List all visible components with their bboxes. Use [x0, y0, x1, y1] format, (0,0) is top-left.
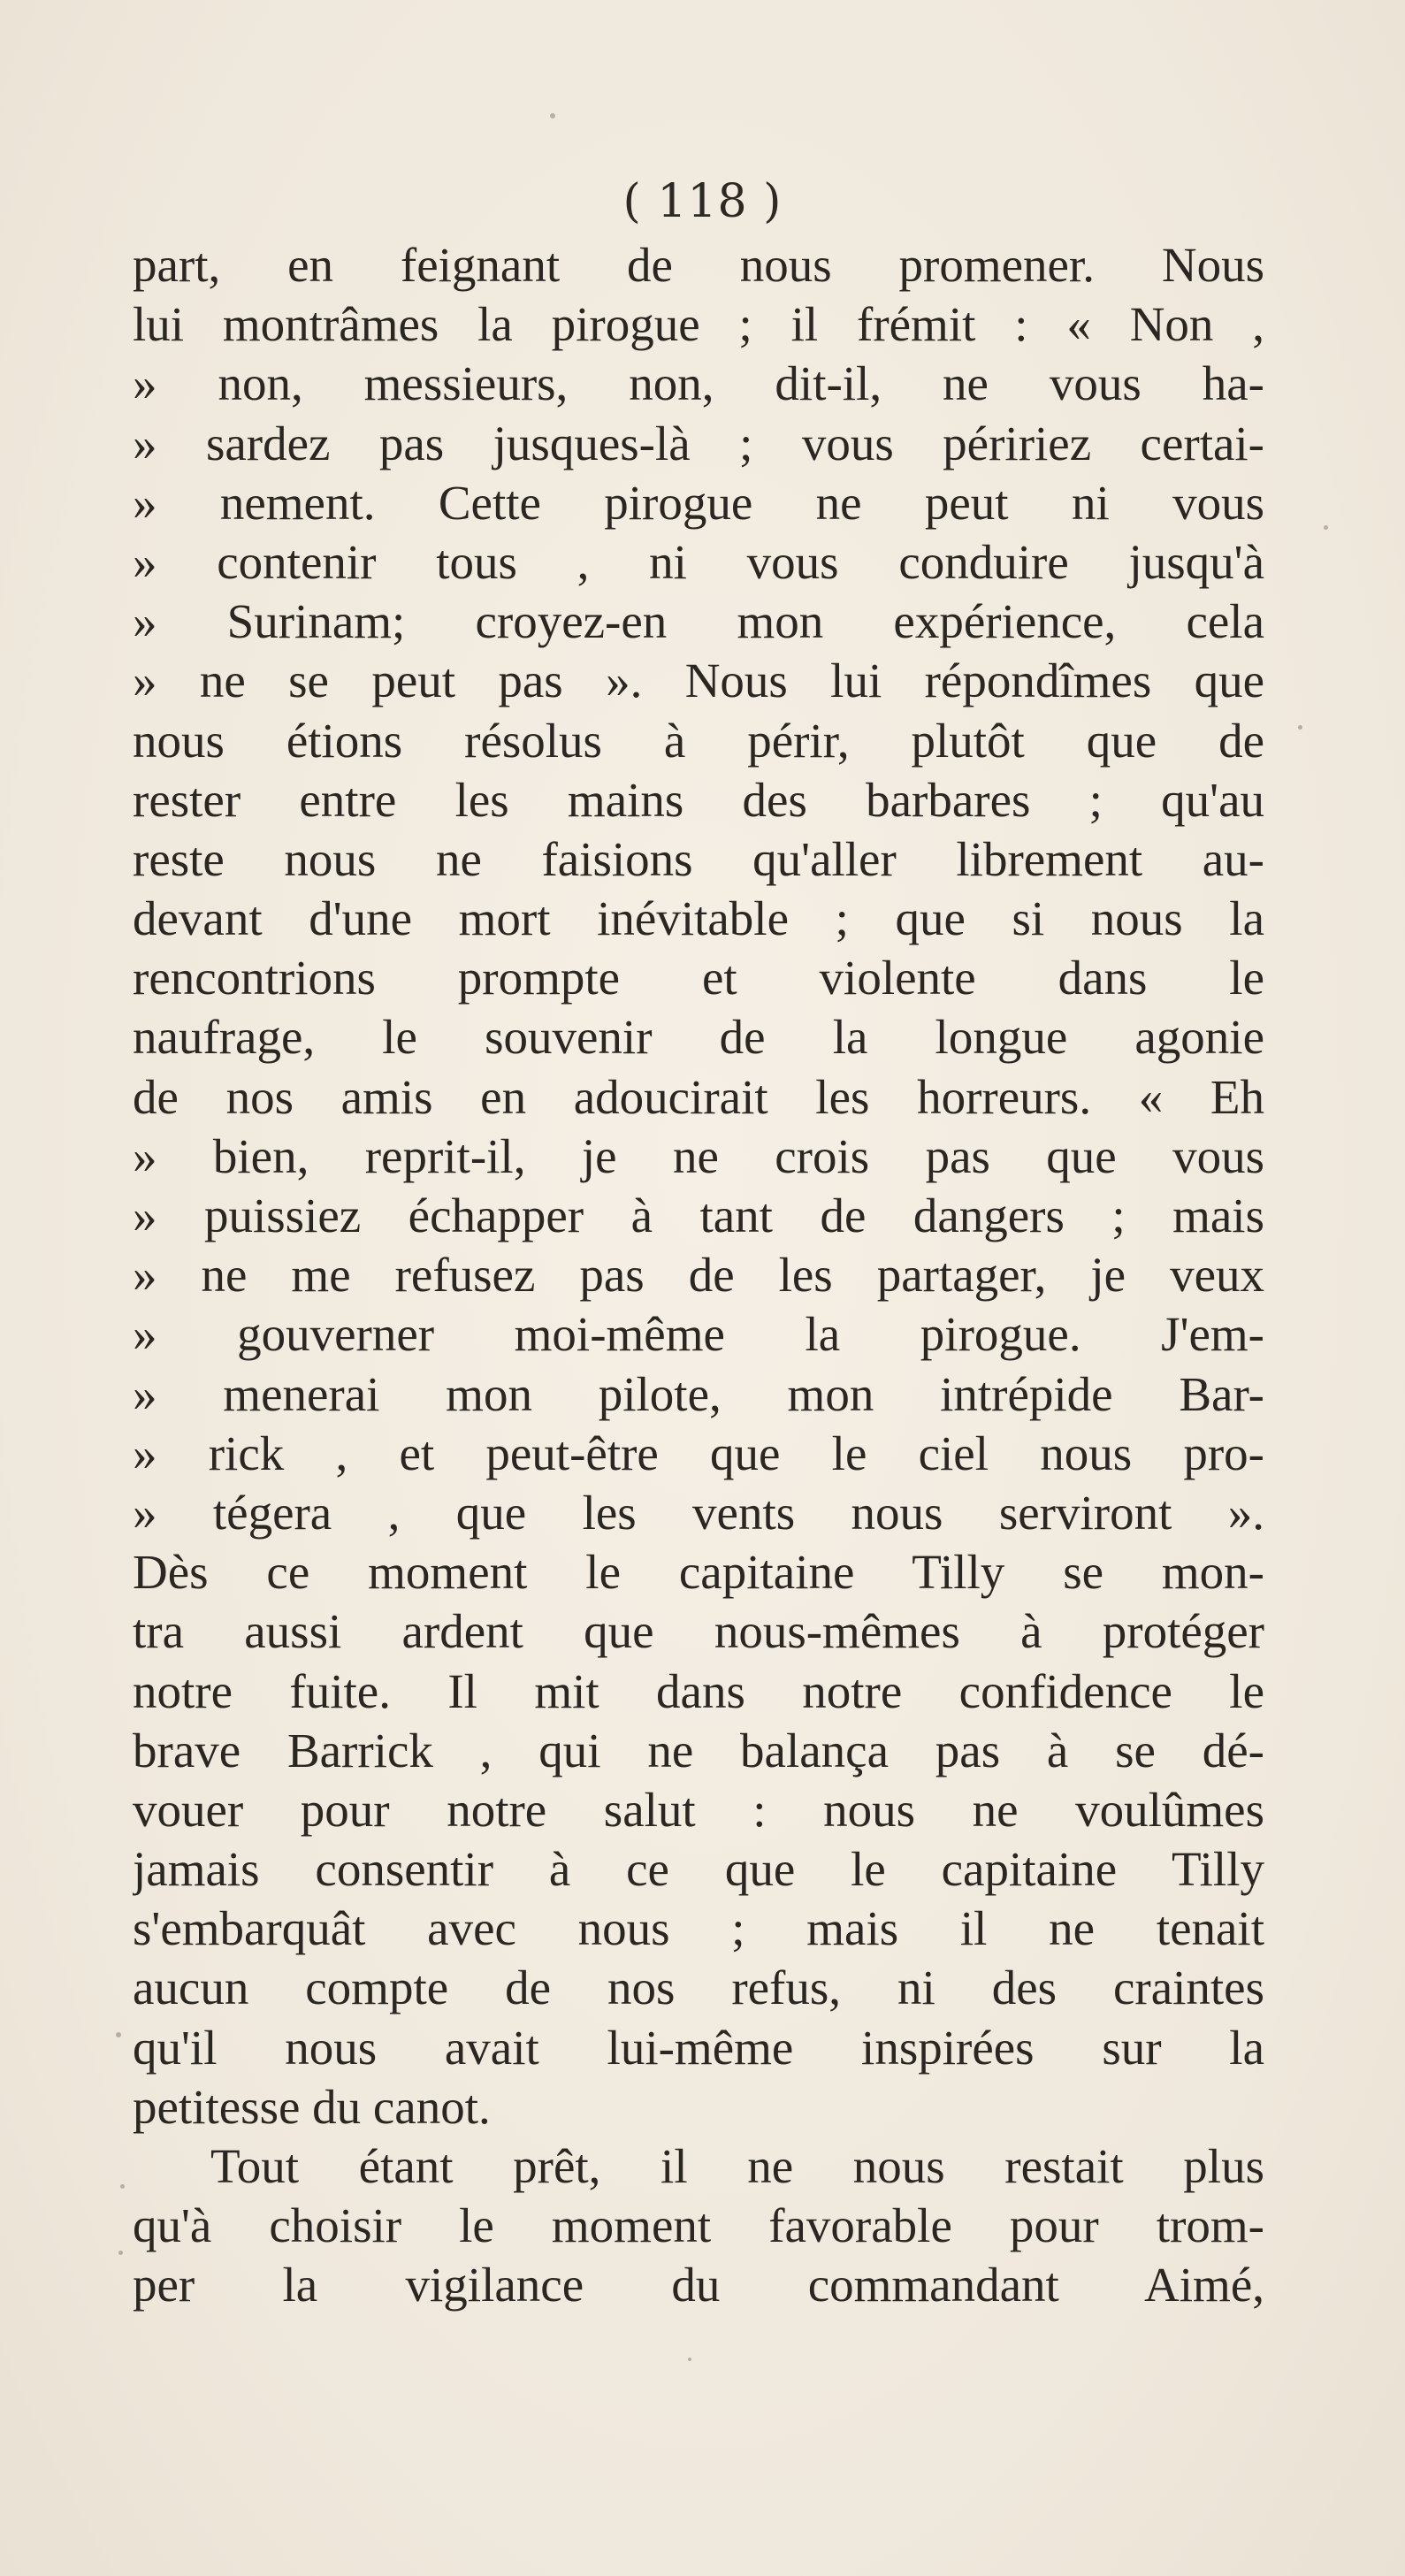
text-line: » gouverner moi-même la pirogue. J'em-	[133, 1307, 1264, 1362]
text-line: notre fuite. Il mit dans notre confidence le	[133, 1663, 1264, 1718]
paper-speck	[1324, 525, 1328, 530]
text-line: » puissiez échapper à tant de dangers ; mais	[133, 1189, 1264, 1242]
text-line: petitesse du canot.	[133, 2079, 491, 2134]
text-line: aucun compte de nos refus, ni des craintes	[133, 1961, 1264, 2015]
text-line: » tégera , que les vents nous serviront ».	[133, 1485, 1264, 1540]
text-line: devant d'une mort inévitable ; que si nous la	[133, 891, 1264, 946]
text-line: reste nous ne faisions qu'aller librement au-	[133, 831, 1264, 886]
text-line: naufrage, le souvenir de la longue agonie	[133, 1010, 1264, 1065]
paper-speck	[118, 2251, 123, 2255]
text-line: » Surinam; croyez-en mon expérience, cela	[133, 594, 1264, 649]
text-line: » non, messieurs, non, dit-il, ne vous ha-	[133, 356, 1264, 411]
text-line: brave Barrick , qui ne balança pas à se dé-	[133, 1723, 1264, 1777]
body-text	[133, 235, 1264, 2315]
text-line: Tout étant prêt, il ne nous restait plus	[210, 2139, 1264, 2193]
text-line: » contenir tous , ni vous conduire jusqu'à	[133, 534, 1264, 589]
paper-speck	[688, 2358, 691, 2361]
text-line: nous étions résolus à périr, plutôt que de	[133, 713, 1264, 768]
text-line: lui montrâmes la pirogue ; il frémit : « Non ,	[133, 297, 1264, 352]
text-line: » bien, reprit-il, je ne crois pas que vous	[133, 1128, 1264, 1183]
text-line: tra aussi ardent que nous-mêmes à protéger	[133, 1604, 1264, 1659]
text-line: » nement. Cette pirogue ne peut ni vous	[133, 475, 1264, 530]
text-line: » menerai mon pilote, mon intrépide Bar-	[133, 1366, 1264, 1421]
text-line: jamais consentir à ce que le capitaine Tilly	[133, 1842, 1264, 1897]
paper-speck	[550, 113, 555, 118]
page-number: ( 118 )	[622, 175, 783, 228]
paper-speck	[1298, 725, 1302, 730]
text-line: per la vigilance du commandant Aimé,	[133, 2258, 1264, 2312]
text-line: » sardez pas jusques-là ; vous péririez certai-	[133, 416, 1264, 470]
text-line: » rick , et peut-être que le ciel nous pro-	[133, 1426, 1264, 1480]
text-line: part, en feignant de nous promener. Nous	[133, 238, 1264, 292]
text-line: s'embarquât avec nous ; mais il ne tenait	[133, 1901, 1264, 1956]
text-line: Dès ce moment le capitaine Tilly se mon-	[133, 1545, 1264, 1600]
text-line: » ne se peut pas ». Nous lui répondîmes que	[133, 654, 1264, 708]
text-line: qu'il nous avait lui-même inspirées sur la	[133, 2020, 1264, 2075]
paper-speck	[116, 2032, 121, 2037]
paper-speck	[120, 2184, 125, 2189]
text-line: qu'à choisir le moment favorable pour trom-	[133, 2198, 1264, 2253]
text-line: rester entre les mains des barbares ; qu'au	[133, 772, 1264, 827]
text-line: vouer pour notre salut : nous ne voulûmes	[133, 1782, 1264, 1837]
text-line: » ne me refusez pas de les partager, je veux	[133, 1248, 1264, 1303]
text-line: rencontrions prompte et violente dans le	[133, 951, 1264, 1005]
text-line: de nos amis en adoucirait les horreurs. « Eh	[133, 1069, 1264, 1124]
